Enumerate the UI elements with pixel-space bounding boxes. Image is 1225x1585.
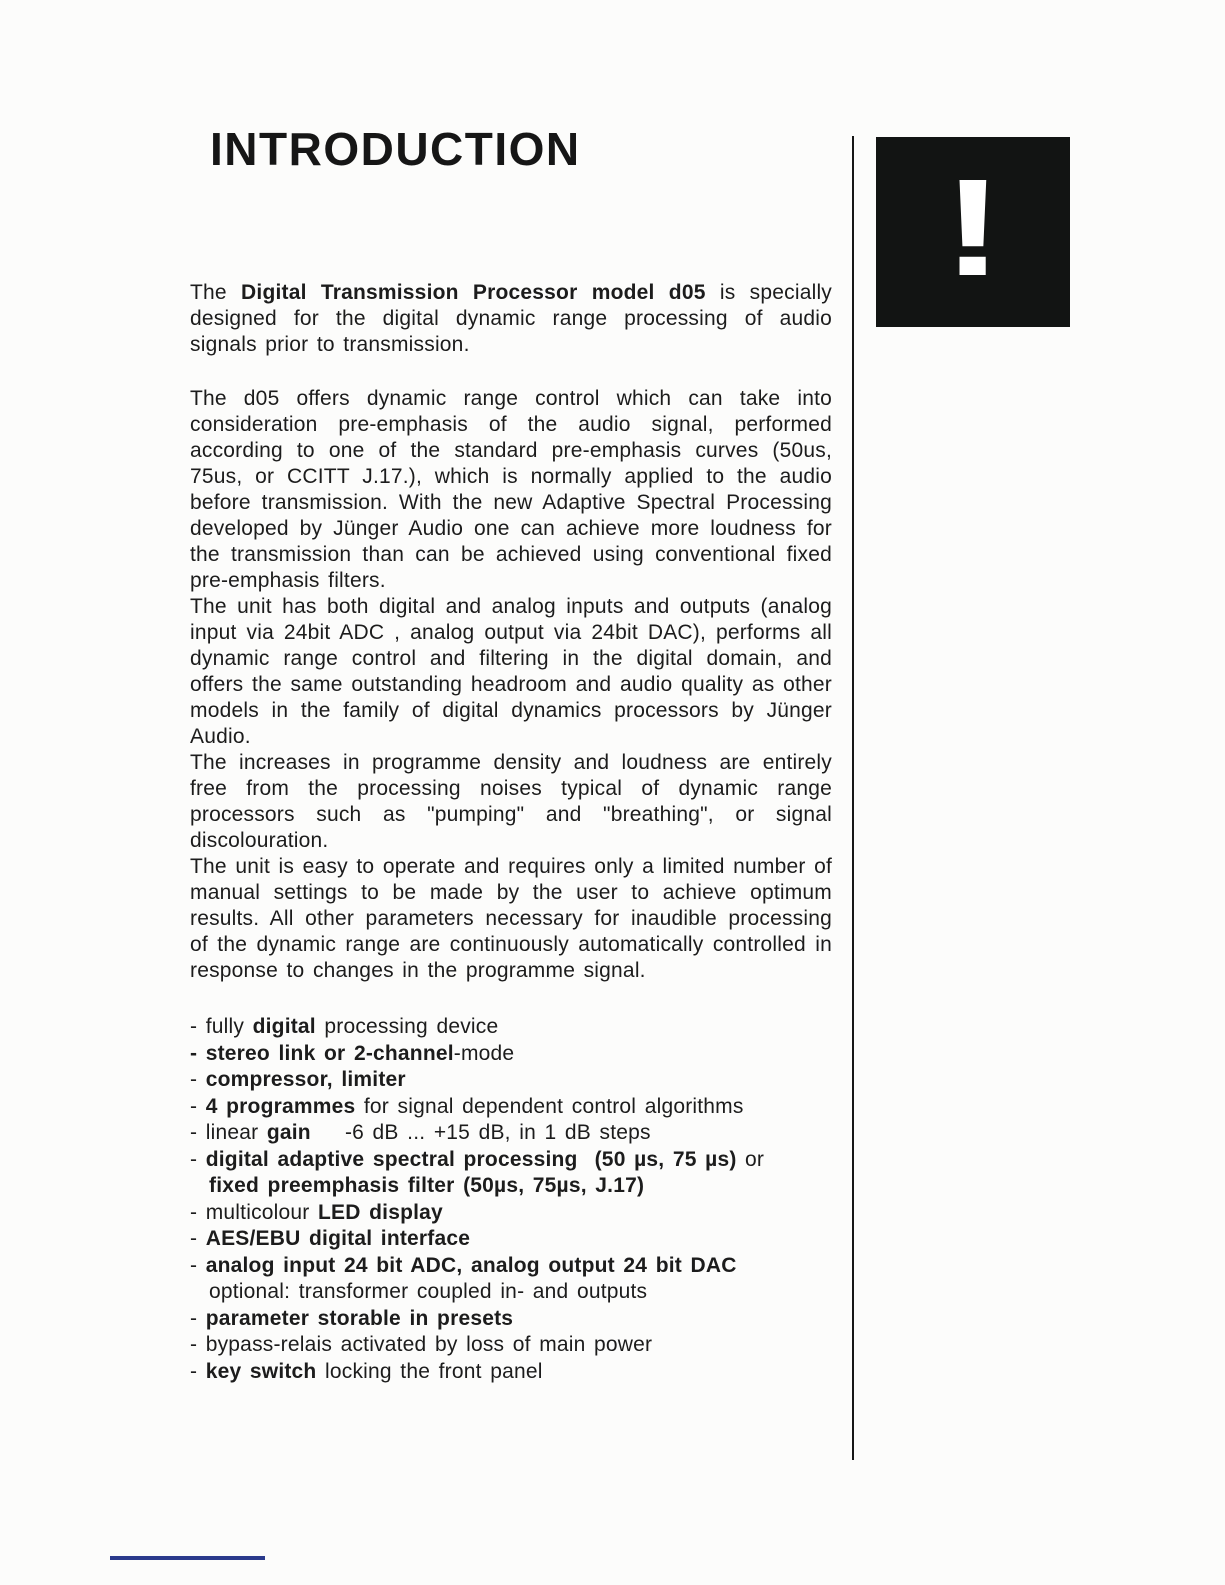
text-segment: analog input 24 bit ADC, analog output 24 bit DAC [205, 1253, 737, 1277]
text-segment: - linear [190, 1121, 267, 1144]
footer-line [110, 1556, 265, 1560]
text-segment: - stereo link or 2-channel [190, 1041, 454, 1065]
text-segment: Digital Transmission Processor model d05 [241, 281, 706, 304]
text-segment: key switch [205, 1359, 317, 1383]
feature-item [190, 1332, 832, 1359]
text-segment: - [190, 1306, 206, 1330]
text-segment: -6 dB ... +15 dB, in 1 dB steps [310, 1121, 651, 1144]
content-column [190, 280, 832, 1385]
text-segment: - [190, 1227, 206, 1250]
text-segment: fixed preemphasis filter (50µs, 75µs, J.17) [209, 1174, 645, 1197]
text-segment: -mode [453, 1041, 515, 1065]
exclamation-icon: ! [941, 151, 1005, 305]
text-segment: The d05 offers dynamic range control which can take into consideration pre-emphasis of the audio signal, performed according to one of the standard pre-emphasis curves (50us, 75us, or CCITT J.17.), which is normally applied to the audio before transmission. With the new Adaptive Spectral Processing developed by Jünger Audio one can achieve more loudness for the transmission than can be achieved using conventional fixed pre-emphasis filters. [190, 387, 832, 592]
feature-item [190, 1014, 832, 1041]
warning-box [876, 137, 1070, 327]
feature-item-continuation [190, 1279, 832, 1306]
text-segment: is specially designed for the digital dynamic range processing of audio signals prior to transmission. [190, 281, 833, 356]
text-segment: - multicolour [190, 1200, 318, 1224]
text-segment: - [190, 1094, 206, 1118]
text-segment: - fully [190, 1015, 253, 1038]
text-segment: - [190, 1147, 206, 1171]
text-segment: The unit has both digital and analog inputs and outputs (analog input via 24bit ADC , analog output via 24bit DAC), performs all dynamic range control and filtering in the digital domain, and offers the same outstanding headroom and audio quality as other models in the family of digital dynamics processors by Jünger Audio. [190, 595, 832, 748]
feature-item-continuation [190, 1173, 832, 1200]
text-segment: LED display [318, 1200, 443, 1224]
feature-item [190, 1041, 832, 1068]
feature-item [190, 1359, 832, 1386]
text-segment: processing device [315, 1015, 499, 1038]
text-segment: for signal dependent control algorithms [355, 1094, 744, 1118]
text-segment: 4 programmes [205, 1094, 356, 1118]
text-segment: - [190, 1068, 206, 1091]
text-segment: The [190, 281, 242, 304]
vertical-divider [852, 136, 854, 1460]
body-paragraph-1 [190, 386, 832, 594]
page-title: INTRODUCTION [210, 123, 581, 175]
feature-item [190, 1147, 832, 1174]
feature-item [190, 1253, 832, 1280]
text-segment: - [190, 1253, 206, 1277]
text-segment: parameter storable in presets [205, 1306, 514, 1330]
feature-item [190, 1306, 832, 1333]
feature-item [190, 1200, 832, 1227]
feature-item [190, 1226, 832, 1253]
text-segment: AES/EBU digital interface [205, 1227, 471, 1250]
intro-paragraph [190, 280, 832, 358]
text-segment: - [190, 1359, 206, 1383]
feature-item [190, 1094, 832, 1121]
feature-list [190, 1014, 832, 1385]
body-paragraph-3 [190, 750, 832, 854]
text-segment: gain [266, 1121, 311, 1144]
text-segment: or [736, 1147, 765, 1171]
text-segment: - bypass-relais activated by loss of main power [190, 1333, 653, 1356]
text-segment: locking the front panel [316, 1359, 543, 1383]
text-segment: digital adaptive spectral processing (50 µs, 75 µs) [205, 1147, 737, 1171]
feature-item [190, 1120, 832, 1147]
body-paragraph-2 [190, 594, 832, 750]
text-segment: digital [252, 1015, 316, 1038]
text-segment: The unit is easy to operate and requires only a limited number of manual settings to be made by the user to achieve optimum results. All other parameters necessary for inaudible processing of the dynamic range are continuously automatically controlled in response to changes in the programme signal. [190, 855, 832, 982]
text-segment: The increases in programme density and loudness are entirely free from the processing noises typical of dynamic range processors such as "pumping" and "breathing", or signal discolouration. [190, 751, 832, 852]
text-segment: optional: transformer coupled in- and outputs [209, 1280, 648, 1303]
text-segment: compressor, limiter [205, 1068, 406, 1091]
body-paragraph-4 [190, 854, 832, 984]
feature-item [190, 1067, 832, 1094]
